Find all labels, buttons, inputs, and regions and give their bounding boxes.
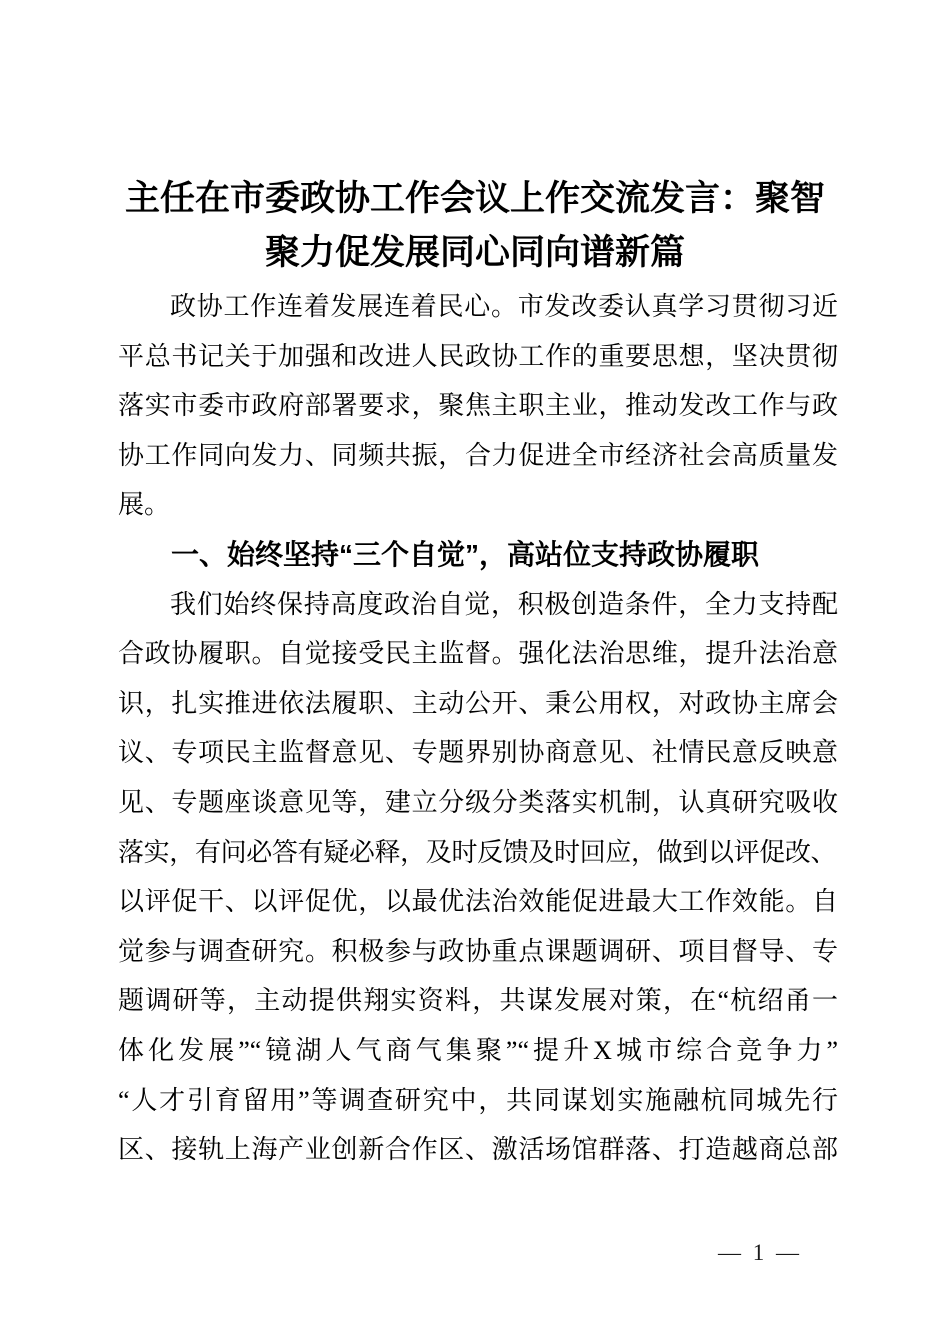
body-line: 合政协履职。自觉接受民主监督。强化法治思维，提升法治意 [118, 639, 838, 669]
body-line: 见、专题座谈意见等，建立分级分类落实机制，认真研究吸收 [118, 787, 838, 817]
body-line: “人才引育留用”等调查研究中，共同谋划实施融杭同城先行 [118, 1085, 838, 1115]
document-title [113, 172, 837, 280]
section-heading: 一、始终坚持“三个自觉”，高站位支持政协履职 [171, 538, 760, 570]
body-line: 我们始终保持高度政治自觉，积极创造条件，全力支持配 [170, 589, 838, 619]
body-line: 识，扎实推进依法履职、主动公开、秉公用权，对政协主席会 [118, 688, 838, 718]
page-number: — 1 — [718, 1240, 802, 1265]
title-line-2: 聚力促发展同心同向谱新篇 [264, 233, 685, 272]
body-line: 体化发展”“镜湖人气商气集聚”“提升X城市综合竞争力” [118, 1035, 838, 1065]
body-line: 落实，有问必答有疑必释，及时反馈及时回应，做到以评促改、 [118, 837, 837, 867]
document-body [118, 282, 838, 1175]
body-line: 平总书记关于加强和改进人民政协工作的重要思想，坚决贯彻 [118, 341, 838, 371]
body-line: 区、接轨上海产业创新合作区、激活场馆群落、打造越商总部 [118, 1135, 838, 1165]
body-line: 觉参与调查研究。积极参与政协重点课题调研、项目督导、专 [118, 936, 838, 966]
body-line: 题调研等，主动提供翔实资料，共谋发展对策，在“杭绍甬一 [118, 986, 838, 1016]
body-line: 议、专项民主监督意见、专题界别协商意见、社情民意反映意 [118, 738, 838, 768]
body-line: 落实市委市政府部署要求，聚焦主职主业，推动发改工作与政 [118, 391, 838, 421]
body-line: 展。 [118, 490, 171, 520]
body-line: 政协工作连着发展连着民心。市发改委认真学习贯彻习近 [170, 292, 838, 321]
title-line-1: 主任在市委政协工作会议上作交流发言：聚智 [124, 179, 825, 218]
body-line: 协工作同向发力、同频共振，合力促进全市经济社会高质量发 [118, 440, 838, 470]
body-line: 以评促干、以评促优，以最优法治效能促进最大工作效能。自 [118, 887, 838, 917]
